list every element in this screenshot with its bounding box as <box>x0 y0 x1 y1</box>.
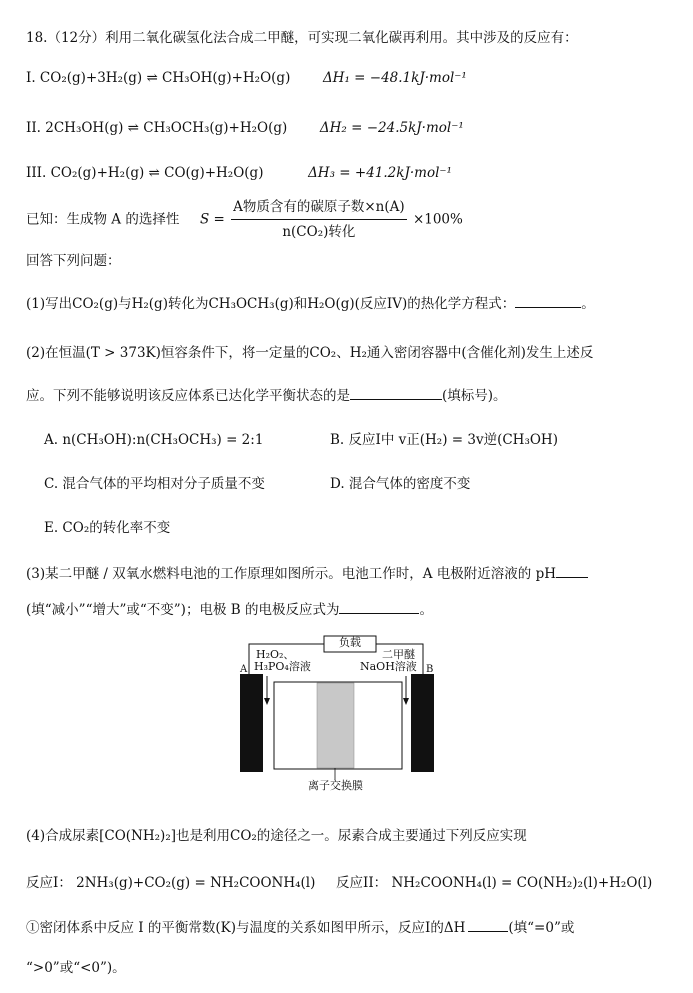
reaction-3-equation: CO₂(g)+H₂(g) ⇌ CO(g)+H₂O(g) <box>50 165 264 181</box>
option-e: E. CO₂的转化率不变 <box>44 520 171 536</box>
part-2-line-2 <box>26 386 507 406</box>
selectivity-denominator: n(CO₂)转化 <box>282 224 356 240</box>
subpart-1-line-2: “>0”或“<0”)。 <box>26 960 126 976</box>
selectivity-fraction <box>231 196 407 243</box>
reaction-1 <box>26 68 467 88</box>
reaction-1-label: I. <box>26 70 36 86</box>
part-3-line-1 <box>26 564 588 584</box>
part-1-answer-blank[interactable] <box>515 294 581 308</box>
part-4-reactions <box>26 873 652 893</box>
subpart-1-line-1 <box>26 918 574 938</box>
fuel-cell-diagram <box>236 632 440 794</box>
subpart-1-question: ①密闭体系中反应 I 的平衡常数(K)与温度的关系如图甲所示，反应I的ΔH <box>26 920 466 936</box>
reaction-1-equation: CO₂(g)+3H₂(g) ⇌ CH₃OH(g)+H₂O(g) <box>39 70 291 86</box>
option-d: D. 混合气体的密度不变 <box>330 476 471 492</box>
electrode-a <box>240 674 263 772</box>
left-arrowhead-icon <box>264 698 270 705</box>
right-solution-label-1: 二甲醚 <box>382 648 415 661</box>
reaction-1-enthalpy: ΔH₁ = −48.1kJ·mol⁻¹ <box>322 70 467 86</box>
reaction-i: 反应I： 2NH₃(g)+CO₂(g) = NH₂COONH₄(l) <box>26 875 316 891</box>
left-solution-label-2: H₃PO₄溶液 <box>254 660 311 673</box>
part-3-line-2 <box>26 600 433 620</box>
reaction-2-label: II. <box>26 120 41 136</box>
subpart-1-answer-blank[interactable] <box>468 918 508 932</box>
reaction-3-label: III. <box>26 165 47 181</box>
part-2-line-1: (2)在恒温(T > 373K)恒容条件下，将一定量的CO₂、H₂通入密闭容器中(含催化剂)发生上述反 <box>26 345 594 361</box>
left-solution-label-1: H₂O₂、 <box>256 648 295 661</box>
selectivity-symbol: S = <box>199 211 225 228</box>
part-3-equation-blank[interactable] <box>339 600 419 614</box>
reaction-ii: 反应II： NH₂COONH₄(l) = CO(NH₂)₂(l)+H₂O(l) <box>335 875 653 891</box>
option-a: A. n(CH₃OH):n(CH₃OCH₃) = 2:1 <box>44 432 264 448</box>
electrode-b <box>411 674 434 772</box>
load-label: 负载 <box>339 636 361 649</box>
option-b: B. 反应I中 v正(H₂) = 3v逆(CH₃OH) <box>330 432 558 448</box>
part-3-ph-blank[interactable] <box>556 564 588 578</box>
selectivity-prefix: 已知：生成物 A 的选择性 <box>26 211 180 228</box>
reaction-3-enthalpy: ΔH₃ = +41.2kJ·mol⁻¹ <box>308 165 452 181</box>
part-3-question: (3)某二甲醚 / 双氧水燃料电池的工作原理如图所示。电池工作时，A 电极附近溶液的 pH <box>26 566 556 582</box>
question-header: 18.（12分）利用二氧化碳氢化法合成二甲醚，可实现二氧化碳再利用。其中涉及的反应有： <box>26 30 578 46</box>
subpart-1-hint: (填“=0”或 <box>508 920 575 936</box>
reaction-2-equation: 2CH₃OH(g) ⇌ CH₃OCH₃(g)+H₂O(g) <box>45 120 288 136</box>
reaction-3 <box>26 163 452 183</box>
part-3-end: 。 <box>419 602 433 618</box>
part-1-text: (1)写出CO₂(g)与H₂(g)转化为CH₃OCH₃(g)和H₂O(g)(反应IV)的热化学方程式： <box>26 296 516 312</box>
electrode-b-label: B <box>426 664 434 675</box>
part-2-hint: (填标号)。 <box>442 388 507 404</box>
electrode-a-label: A <box>240 664 248 675</box>
selectivity-numerator: A物质含有的碳原子数×n(A) <box>231 196 407 220</box>
part-4-line-1: (4)合成尿素[CO(NH₂)₂]也是利用CO₂的途径之一。尿素合成主要通过下列反应实现 <box>26 828 527 844</box>
answer-intro: 回答下列问题： <box>26 253 121 269</box>
ion-exchange-membrane <box>317 683 354 768</box>
selectivity-definition <box>26 196 463 243</box>
part-1-end: 。 <box>581 296 595 312</box>
right-arrowhead-icon <box>403 698 409 705</box>
selectivity-suffix: ×100% <box>412 211 463 228</box>
right-solution-label-2: NaOH溶液 <box>360 660 417 673</box>
option-c: C. 混合气体的平均相对分子质量不变 <box>44 476 265 492</box>
part-2-question: 应。下列不能够说明该反应体系已达化学平衡状态的是 <box>26 388 350 404</box>
reaction-2 <box>26 118 464 138</box>
reaction-2-enthalpy: ΔH₂ = −24.5kJ·mol⁻¹ <box>319 120 464 136</box>
membrane-label: 离子交换膜 <box>308 779 363 792</box>
part-1 <box>26 294 595 314</box>
part-2-answer-blank[interactable] <box>350 386 442 400</box>
part-3-question-2: (填“减小”“增大”或“不变”)；电极 B 的电极反应式为 <box>26 602 340 618</box>
